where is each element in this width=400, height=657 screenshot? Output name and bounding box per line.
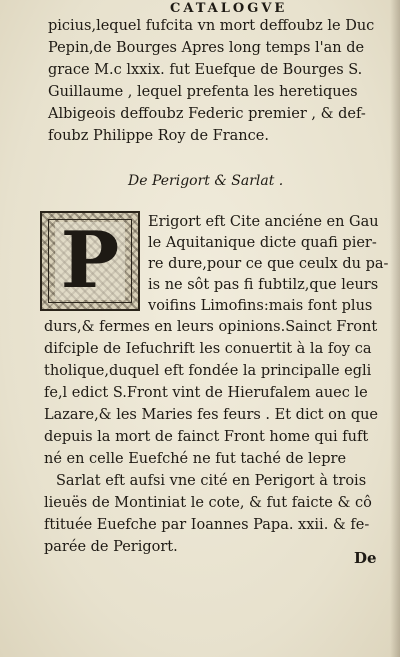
- text-line: Pepin,de Bourges Apres long temps l'an de: [48, 40, 365, 56]
- text-line: difciple de Iefuchrift les conuertit à la foy ca: [44, 341, 372, 357]
- text-line: Sarlat eft aufsi vne cité en Perigort à trois: [56, 473, 367, 489]
- text-line: fe,l edict S.Front vint de Hierufalem auec le: [44, 385, 368, 401]
- text-line: tholique,duquel eft fondée la principalle egli: [44, 363, 372, 379]
- text-line: Lazare,& les Maries fes feurs . Et dict on que: [44, 407, 379, 423]
- text-line: Guillaume , lequel prefenta les heretiques: [48, 84, 358, 100]
- section-subheading: De Perigort & Sarlat .: [128, 173, 284, 189]
- running-header: CATALOGVE: [170, 1, 288, 16]
- text-line: durs,& fermes en leurs opinions.Sainct Front: [44, 319, 378, 335]
- catchword: De: [354, 549, 377, 567]
- text-line: lieuës de Montiniat le cote, & fut faicte & cô: [44, 495, 372, 511]
- text-line: foubz Philippe Roy de France.: [48, 128, 269, 144]
- text-line: parée de Perigort.: [44, 539, 178, 555]
- text-line: re dure,pour ce que ceulx du pa-: [148, 256, 389, 272]
- text-line: Erigort eft Cite anciéne en Gau: [148, 214, 379, 230]
- text-line: né en celle Euefché ne fut taché de lepre: [44, 451, 347, 467]
- text-line: depuis la mort de fainct Front home qui fuft: [44, 429, 369, 445]
- text-line: ftituée Euefche par Ioannes Papa. xxii. & fe-: [44, 517, 370, 533]
- drop-cap-letter: P: [55, 222, 126, 300]
- page-gutter-shadow: [390, 0, 400, 657]
- text-line: picius,lequel fufcita vn mort deffoubz le Duc: [48, 18, 375, 34]
- text-line: Albigeois deffoubz Federic premier , & def-: [48, 106, 366, 122]
- text-line: grace M.c lxxix. fut Euefque de Bourges S.: [48, 62, 363, 78]
- text-line: voifins Limofins:mais font plus: [148, 298, 373, 314]
- text-line: is ne sôt pas fi fubtilz,que leurs: [148, 277, 379, 293]
- text-line: le Aquitanique dicte quafi pier-: [148, 235, 377, 251]
- drop-cap-frame: [48, 215, 132, 306]
- ornamental-drop-cap: [40, 211, 140, 311]
